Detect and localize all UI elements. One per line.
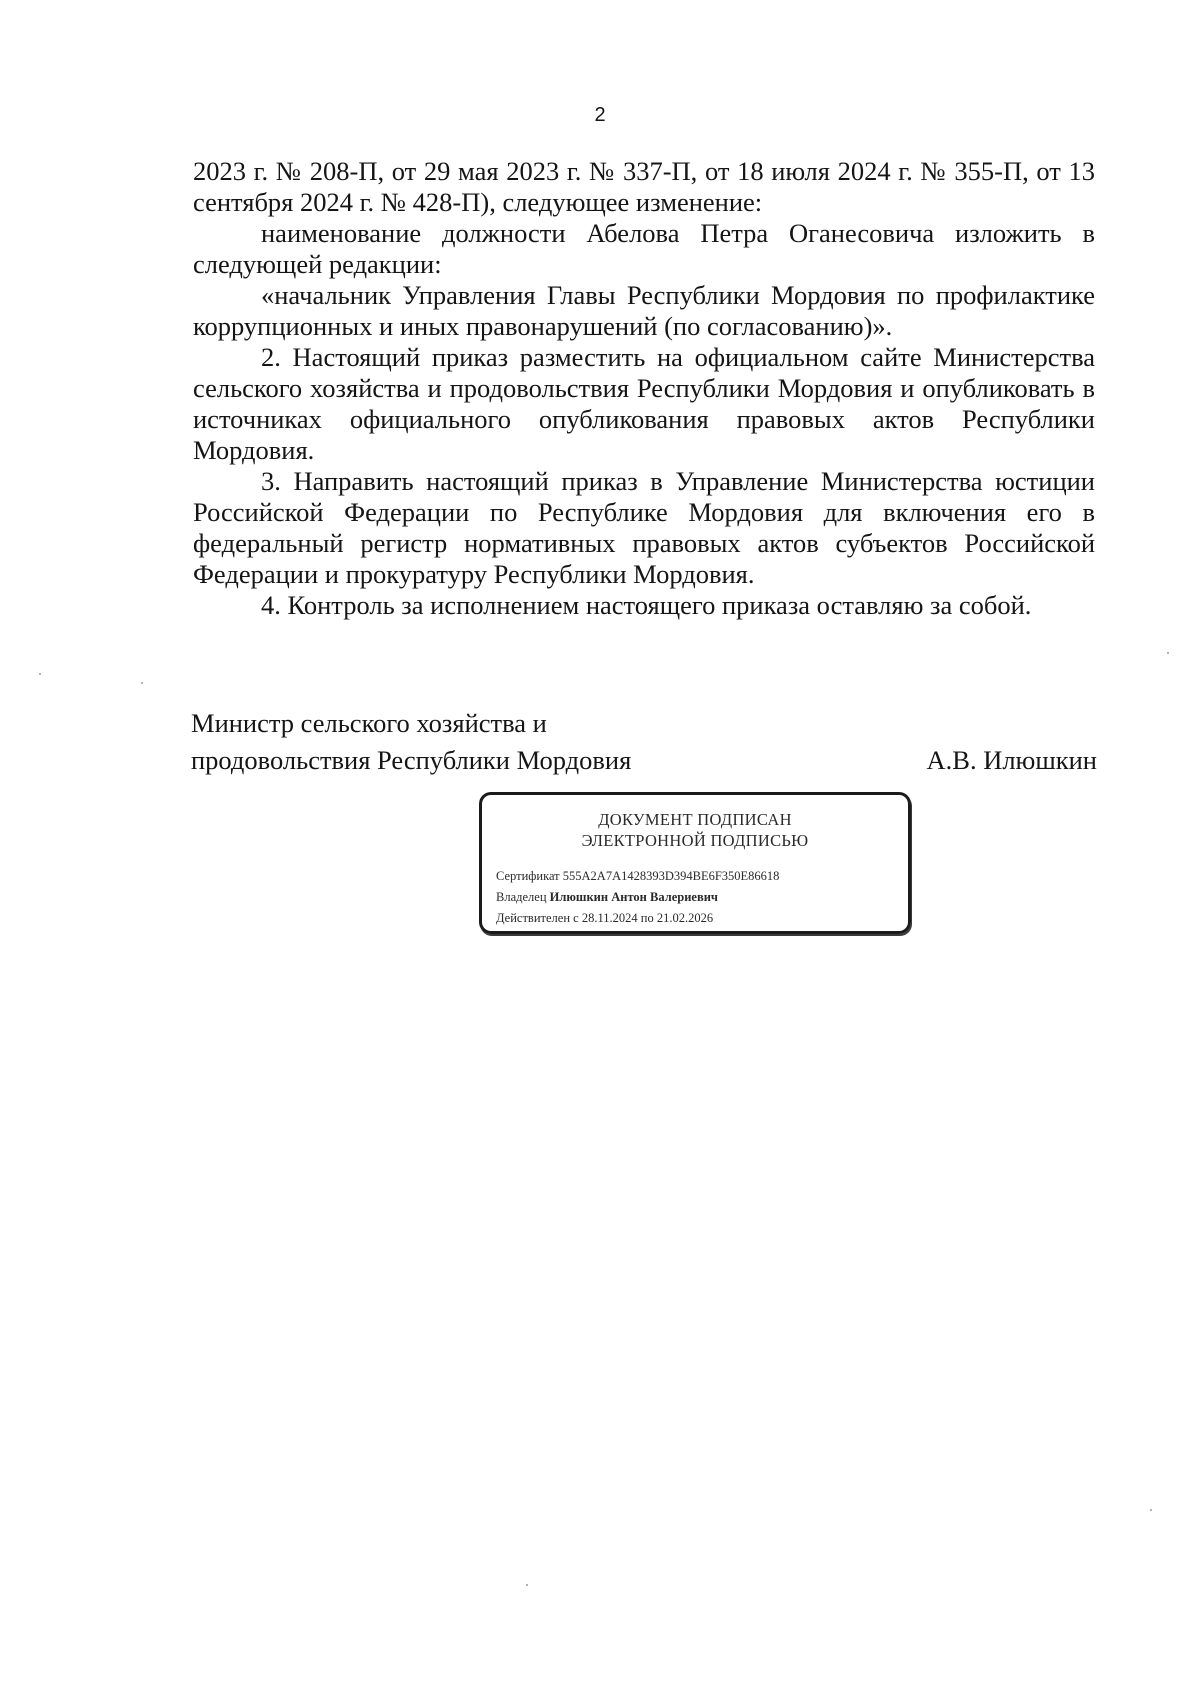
paragraph-amendment: наименование должности Абелова Петра Оганесовича изложить в следующей редакции: — [193, 218, 1095, 279]
paragraph-new-title: «начальник Управления Главы Республики Мордовия по профилактике коррупционных и иных правонарушений (по согласованию)». — [193, 280, 1095, 341]
paragraph-item-3: 3. Направить настоящий приказ в Управление Министерства юстиции Российской Федерации по Республике Мордовия для включения его в федеральный регистр нормативных правовых актов субъектов Российской Федерации и прокуратуру Республики Мордовия. — [193, 466, 1095, 589]
stamp-valid-to-prefix: по — [640, 911, 654, 925]
stamp-title-line-1: ДОКУМЕНТ ПОДПИСАН — [598, 810, 792, 829]
stamp-certificate-row — [496, 866, 779, 887]
stamp-owner-label: Владелец — [496, 890, 547, 904]
signer-position-line-2: продовольствия Республики Мордовия — [191, 745, 632, 775]
stamp-owner-row — [496, 887, 779, 908]
stamp-validity-row — [496, 908, 779, 929]
scan-speck — [526, 1584, 528, 1586]
electronic-signature-stamp — [479, 792, 911, 934]
stamp-valid-from-prefix: с — [573, 911, 579, 925]
page-number: 2 — [594, 104, 606, 126]
scan-speck — [1167, 652, 1169, 654]
scan-speck — [39, 673, 41, 675]
scan-speck — [141, 682, 143, 684]
stamp-details — [496, 866, 779, 929]
stamp-valid-label: Действителен — [496, 911, 571, 925]
signer-position-line-1: Министр сельского хозяйства и — [191, 708, 547, 738]
signer-row — [191, 742, 1097, 779]
stamp-title — [482, 809, 908, 851]
signature-block — [191, 705, 1097, 779]
scan-speck — [1150, 1509, 1152, 1511]
document-body — [193, 156, 1095, 621]
paragraph-item-2: 2. Настоящий приказ разместить на официальном сайте Министерства сельского хозяйства и продовольствия Республики Мордовия и опубликовать в источниках официального опубликования правовых актов Республики Мордовия. — [193, 342, 1095, 465]
signer-name: А.В. Илюшкин — [926, 745, 1097, 775]
stamp-valid-from: 28.11.2024 — [581, 911, 638, 925]
stamp-owner-value: Илюшкин Антон Валериевич — [549, 890, 718, 904]
stamp-valid-to: 21.02.2026 — [656, 911, 714, 925]
paragraph-continuation: 2023 г. № 208-П, от 29 мая 2023 г. № 337-П, от 18 июля 2024 г. № 355-П, от 13 сентября 2024 г. № 428-П), следующее изменение: — [193, 156, 1095, 217]
paragraph-item-4: 4. Контроль за исполнением настоящего приказа оставляю за собой. — [261, 590, 1032, 620]
stamp-certificate-value: 555A2A7A1428393D394BE6F350E86618 — [562, 869, 780, 883]
stamp-title-line-2: ЭЛЕКТРОННОЙ ПОДПИСЬЮ — [581, 831, 809, 850]
stamp-certificate-label: Сертификат — [496, 869, 560, 883]
